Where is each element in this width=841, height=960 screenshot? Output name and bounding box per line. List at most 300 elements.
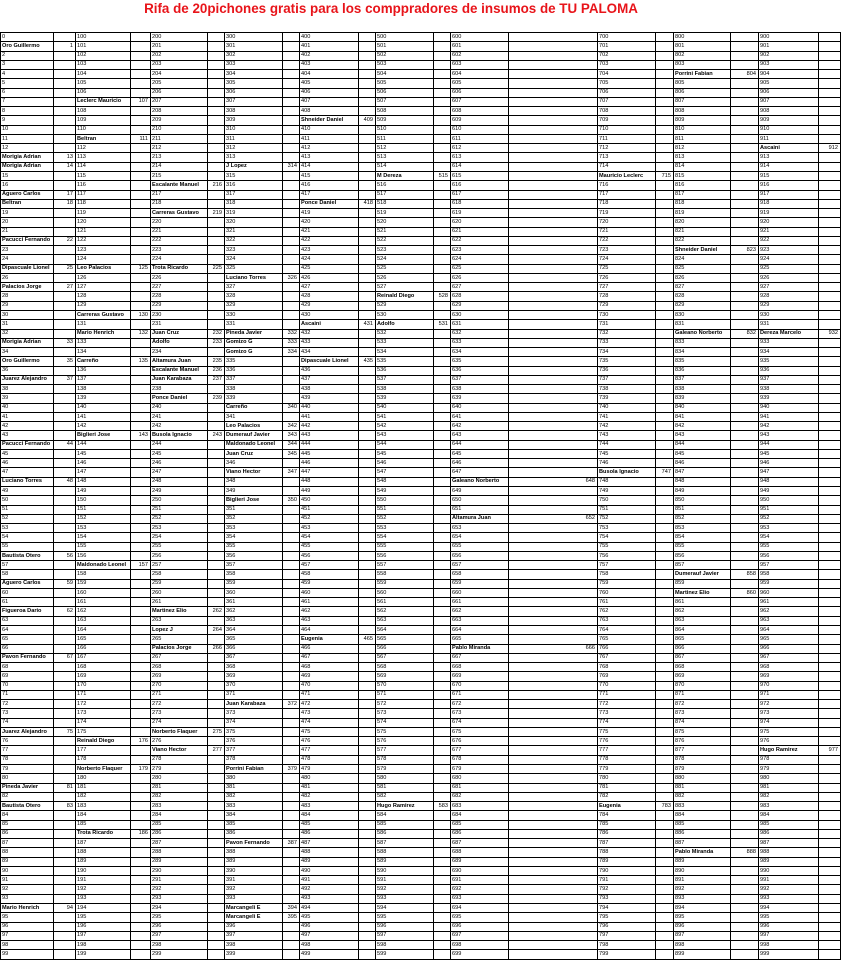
raffle-number-cell: 95 xyxy=(1,913,54,922)
raffle-owner-cell xyxy=(359,829,376,838)
raffle-number-cell: 9 xyxy=(1,116,54,125)
raffle-owner-cell xyxy=(819,672,841,681)
raffle-number-cell: 120 xyxy=(76,218,131,227)
raffle-number-cell: 902 xyxy=(759,51,819,60)
raffle-number-cell: 20 xyxy=(1,218,54,227)
raffle-number-cell: 424 xyxy=(300,255,359,264)
raffle-number-cell: 998 xyxy=(759,941,819,950)
raffle-owner-cell xyxy=(731,162,759,171)
raffle-owner-cell xyxy=(131,839,151,848)
raffle-owner-cell xyxy=(731,857,759,866)
raffle-owner-cell xyxy=(509,107,598,116)
raffle-owner-cell xyxy=(208,941,225,950)
raffle-number-cell: 491 xyxy=(300,876,359,885)
raffle-number-cell: 813 xyxy=(674,153,731,162)
table-row xyxy=(1,764,841,773)
raffle-owner-cell xyxy=(656,42,674,51)
raffle-number-cell: 112 xyxy=(76,144,131,153)
raffle-owner-cell xyxy=(208,866,225,875)
raffle-owner-cell xyxy=(54,857,76,866)
table-row xyxy=(1,885,841,894)
raffle-owner-cell xyxy=(509,950,598,959)
table-row xyxy=(1,357,841,366)
raffle-owner-cell: 236 xyxy=(208,366,225,375)
raffle-number-cell: 182 xyxy=(76,792,131,801)
raffle-number-cell: 228 xyxy=(151,292,208,301)
raffle-owner-cell xyxy=(131,607,151,616)
raffle-number-cell: 162 xyxy=(76,607,131,616)
raffle-owner-cell xyxy=(434,459,451,468)
raffle-owner-cell xyxy=(656,394,674,403)
raffle-owner-cell xyxy=(283,783,300,792)
raffle-owner-cell xyxy=(208,663,225,672)
raffle-number-cell: 969 xyxy=(759,672,819,681)
raffle-number-cell: 355 xyxy=(225,542,283,551)
raffle-number-cell: 516 xyxy=(376,181,434,190)
raffle-number-cell: 149 xyxy=(76,487,131,496)
raffle-owner-cell xyxy=(131,181,151,190)
raffle-owner-cell xyxy=(731,737,759,746)
raffle-number-cell: 294 xyxy=(151,903,208,912)
raffle-number-cell: 628 xyxy=(451,292,509,301)
raffle-owner-cell xyxy=(208,598,225,607)
raffle-owner-cell xyxy=(208,292,225,301)
raffle-number-cell: 299 xyxy=(151,950,208,959)
raffle-owner-cell xyxy=(359,551,376,560)
table-row xyxy=(1,839,841,848)
table-row xyxy=(1,97,841,106)
raffle-owner-cell xyxy=(283,829,300,838)
raffle-number-cell: 160 xyxy=(76,588,131,597)
table-row xyxy=(1,209,841,218)
table-row xyxy=(1,848,841,857)
raffle-number-cell: Reinald Diego xyxy=(376,292,434,301)
raffle-owner-cell xyxy=(819,440,841,449)
raffle-owner-cell xyxy=(509,616,598,625)
raffle-number-cell: 870 xyxy=(674,681,731,690)
raffle-number-cell: 402 xyxy=(300,51,359,60)
raffle-owner-cell xyxy=(359,190,376,199)
raffle-owner-cell xyxy=(283,663,300,672)
raffle-number-cell: 444 xyxy=(300,440,359,449)
raffle-owner-cell xyxy=(509,292,598,301)
raffle-owner-cell xyxy=(731,542,759,551)
raffle-number-cell: 180 xyxy=(76,774,131,783)
raffle-owner-cell xyxy=(656,338,674,347)
raffle-owner-cell xyxy=(509,199,598,208)
raffle-owner-cell xyxy=(54,51,76,60)
raffle-owner-cell xyxy=(509,774,598,783)
raffle-owner-cell xyxy=(434,422,451,431)
raffle-number-cell: Norberto Flaquer xyxy=(151,727,208,736)
table-row xyxy=(1,79,841,88)
raffle-number-cell: 674 xyxy=(451,718,509,727)
raffle-number-cell: 105 xyxy=(76,79,131,88)
raffle-owner-cell xyxy=(131,255,151,264)
raffle-owner-cell xyxy=(208,348,225,357)
raffle-number-cell: 951 xyxy=(759,505,819,514)
raffle-number-cell: 165 xyxy=(76,635,131,644)
raffle-number-cell: 234 xyxy=(151,348,208,357)
raffle-owner-cell xyxy=(434,431,451,440)
raffle-number-cell: 114 xyxy=(76,162,131,171)
raffle-number-cell: 534 xyxy=(376,348,434,357)
raffle-owner-cell: 243 xyxy=(208,431,225,440)
raffle-number-cell: 720 xyxy=(598,218,656,227)
raffle-number-cell: 541 xyxy=(376,412,434,421)
table-row xyxy=(1,727,841,736)
raffle-owner-cell xyxy=(283,88,300,97)
raffle-number-cell: 963 xyxy=(759,616,819,625)
raffle-number-cell: 468 xyxy=(300,663,359,672)
raffle-number-cell: 50 xyxy=(1,496,54,505)
raffle-owner-cell xyxy=(731,903,759,912)
raffle-number-cell: 60 xyxy=(1,588,54,597)
raffle-owner-cell xyxy=(731,931,759,940)
raffle-owner-cell xyxy=(434,653,451,662)
raffle-number-cell: 750 xyxy=(598,496,656,505)
raffle-number-cell: 430 xyxy=(300,310,359,319)
raffle-number-cell: 337 xyxy=(225,375,283,384)
raffle-number-cell: 683 xyxy=(451,802,509,811)
raffle-number-cell: 140 xyxy=(76,403,131,412)
raffle-owner-cell xyxy=(656,412,674,421)
raffle-owner-cell xyxy=(208,616,225,625)
raffle-owner-cell xyxy=(509,181,598,190)
raffle-number-cell: 828 xyxy=(674,292,731,301)
raffle-owner-cell: 44 xyxy=(54,440,76,449)
raffle-number-cell: 649 xyxy=(451,487,509,496)
raffle-number-cell: 98 xyxy=(1,941,54,950)
raffle-number-cell: 257 xyxy=(151,561,208,570)
raffle-number-cell: 676 xyxy=(451,737,509,746)
raffle-owner-cell xyxy=(731,199,759,208)
raffle-owner-cell: 888 xyxy=(731,848,759,857)
table-row xyxy=(1,385,841,394)
raffle-number-cell: 497 xyxy=(300,931,359,940)
raffle-owner-cell xyxy=(819,922,841,931)
raffle-number-cell: 852 xyxy=(674,514,731,523)
raffle-owner-cell xyxy=(359,255,376,264)
raffle-owner-cell xyxy=(131,153,151,162)
raffle-number-cell: 474 xyxy=(300,718,359,727)
raffle-owner-cell: 135 xyxy=(131,357,151,366)
raffle-owner-cell xyxy=(208,903,225,912)
raffle-owner-cell xyxy=(359,431,376,440)
raffle-number-cell: 619 xyxy=(451,209,509,218)
raffle-number-cell: 154 xyxy=(76,533,131,542)
raffle-owner-cell xyxy=(819,950,841,959)
raffle-number-cell: Hugo Ramirez xyxy=(759,746,819,755)
raffle-owner-cell xyxy=(509,487,598,496)
raffle-owner-cell: 277 xyxy=(208,746,225,755)
raffle-number-cell: 368 xyxy=(225,663,283,672)
raffle-owner-cell xyxy=(819,941,841,950)
raffle-number-cell: Morigia Adrian xyxy=(1,338,54,347)
raffle-number-cell: 936 xyxy=(759,366,819,375)
raffle-owner-cell xyxy=(283,653,300,662)
raffle-owner-cell xyxy=(54,385,76,394)
table-row xyxy=(1,690,841,699)
raffle-number-cell: 450 xyxy=(300,496,359,505)
raffle-owner-cell xyxy=(656,449,674,458)
raffle-owner-cell xyxy=(434,598,451,607)
raffle-number-cell: 393 xyxy=(225,894,283,903)
raffle-number-cell: 837 xyxy=(674,375,731,384)
raffle-number-cell: 354 xyxy=(225,533,283,542)
raffle-owner-cell xyxy=(359,774,376,783)
raffle-number-cell: 807 xyxy=(674,97,731,106)
raffle-owner-cell xyxy=(283,848,300,857)
raffle-owner-cell xyxy=(731,468,759,477)
raffle-owner-cell xyxy=(819,134,841,143)
raffle-owner-cell xyxy=(819,811,841,820)
raffle-number-cell: 422 xyxy=(300,236,359,245)
raffle-number-cell: 854 xyxy=(674,533,731,542)
raffle-number-cell: 440 xyxy=(300,403,359,412)
raffle-number-cell: 445 xyxy=(300,449,359,458)
raffle-owner-cell xyxy=(283,60,300,69)
raffle-owner-cell: 332 xyxy=(283,329,300,338)
raffle-owner-cell xyxy=(434,876,451,885)
raffle-number-cell: Porrini Fabian xyxy=(225,764,283,773)
raffle-number-cell: 884 xyxy=(674,811,731,820)
raffle-owner-cell xyxy=(359,848,376,857)
raffle-number-cell: 934 xyxy=(759,348,819,357)
raffle-number-cell: 173 xyxy=(76,709,131,718)
raffle-owner-cell xyxy=(131,375,151,384)
raffle-owner-cell xyxy=(819,579,841,588)
raffle-number-cell: 846 xyxy=(674,459,731,468)
raffle-owner-cell: 409 xyxy=(359,116,376,125)
raffle-number-cell: 696 xyxy=(451,922,509,931)
raffle-number-cell: 761 xyxy=(598,598,656,607)
raffle-number-cell: 580 xyxy=(376,774,434,783)
raffle-owner-cell xyxy=(434,412,451,421)
raffle-owner-cell xyxy=(359,366,376,375)
raffle-number-cell: 718 xyxy=(598,199,656,208)
raffle-number-cell: 384 xyxy=(225,811,283,820)
raffle-owner-cell xyxy=(359,301,376,310)
raffle-owner-cell xyxy=(656,70,674,79)
raffle-owner-cell xyxy=(54,181,76,190)
raffle-owner-cell xyxy=(208,931,225,940)
raffle-owner-cell: 176 xyxy=(131,737,151,746)
raffle-number-cell: 639 xyxy=(451,394,509,403)
raffle-number-cell: 961 xyxy=(759,598,819,607)
raffle-owner-cell xyxy=(819,663,841,672)
table-row xyxy=(1,199,841,208)
raffle-number-cell: 472 xyxy=(300,700,359,709)
raffle-owner-cell xyxy=(731,792,759,801)
raffle-number-cell: Beltran xyxy=(76,134,131,143)
raffle-owner-cell xyxy=(359,653,376,662)
raffle-owner-cell xyxy=(359,449,376,458)
raffle-number-cell: 933 xyxy=(759,338,819,347)
raffle-number-cell: 471 xyxy=(300,690,359,699)
raffle-number-cell: Carreras Gustavo xyxy=(151,209,208,218)
raffle-number-cell: 311 xyxy=(225,134,283,143)
raffle-number-cell: 841 xyxy=(674,412,731,421)
raffle-number-cell: 503 xyxy=(376,60,434,69)
raffle-number-cell: Mauricio Leclerc xyxy=(598,171,656,180)
table-row xyxy=(1,626,841,635)
raffle-owner-cell xyxy=(731,51,759,60)
raffle-number-cell: 166 xyxy=(76,644,131,653)
raffle-owner-cell xyxy=(131,626,151,635)
raffle-number-cell: 231 xyxy=(151,320,208,329)
raffle-owner-cell xyxy=(819,607,841,616)
raffle-number-cell: 377 xyxy=(225,746,283,755)
raffle-owner-cell xyxy=(509,70,598,79)
raffle-number-cell: 687 xyxy=(451,839,509,848)
raffle-owner-cell xyxy=(208,774,225,783)
raffle-number-cell: 389 xyxy=(225,857,283,866)
raffle-owner-cell xyxy=(54,107,76,116)
raffle-number-cell: 506 xyxy=(376,88,434,97)
raffle-number-cell: 826 xyxy=(674,273,731,282)
table-row xyxy=(1,190,841,199)
raffle-number-cell: 128 xyxy=(76,292,131,301)
table-row xyxy=(1,514,841,523)
raffle-number-cell: 459 xyxy=(300,579,359,588)
raffle-owner-cell xyxy=(54,829,76,838)
raffle-number-cell: Martinez Elio xyxy=(674,588,731,597)
raffle-owner-cell xyxy=(656,292,674,301)
raffle-number-cell: 172 xyxy=(76,700,131,709)
raffle-number-cell: 327 xyxy=(225,283,283,292)
raffle-number-cell: 917 xyxy=(759,190,819,199)
raffle-owner-cell xyxy=(731,153,759,162)
raffle-owner-cell xyxy=(54,792,76,801)
raffle-number-cell: 319 xyxy=(225,209,283,218)
raffle-number-cell: 792 xyxy=(598,885,656,894)
raffle-number-cell: 298 xyxy=(151,941,208,950)
raffle-owner-cell xyxy=(434,181,451,190)
raffle-number-cell: 206 xyxy=(151,88,208,97)
raffle-number-cell: 740 xyxy=(598,403,656,412)
raffle-owner-cell: 266 xyxy=(208,644,225,653)
table-row xyxy=(1,320,841,329)
raffle-owner-cell xyxy=(819,848,841,857)
raffle-number-cell: 591 xyxy=(376,876,434,885)
raffle-number-cell: 374 xyxy=(225,718,283,727)
raffle-owner-cell xyxy=(208,412,225,421)
raffle-owner-cell xyxy=(283,357,300,366)
raffle-number-cell: 871 xyxy=(674,690,731,699)
raffle-owner-cell xyxy=(208,33,225,42)
raffle-owner-cell xyxy=(509,153,598,162)
raffle-owner-cell: 860 xyxy=(731,588,759,597)
raffle-number-cell: 116 xyxy=(76,181,131,190)
raffle-number-cell: 118 xyxy=(76,199,131,208)
raffle-number-cell: 487 xyxy=(300,839,359,848)
raffle-number-cell: 711 xyxy=(598,134,656,143)
raffle-owner-cell xyxy=(819,394,841,403)
raffle-owner-cell: 345 xyxy=(283,449,300,458)
raffle-number-cell: 607 xyxy=(451,97,509,106)
table-row xyxy=(1,218,841,227)
raffle-owner-cell xyxy=(283,635,300,644)
raffle-owner-cell: 372 xyxy=(283,700,300,709)
raffle-owner-cell xyxy=(283,144,300,153)
raffle-number-cell: 399 xyxy=(225,950,283,959)
table-row xyxy=(1,459,841,468)
raffle-owner-cell: 130 xyxy=(131,310,151,319)
raffle-number-cell: 764 xyxy=(598,626,656,635)
raffle-number-cell: 731 xyxy=(598,320,656,329)
table-row xyxy=(1,51,841,60)
raffle-number-cell: Martinez Elio xyxy=(151,607,208,616)
raffle-number-cell: 732 xyxy=(598,329,656,338)
raffle-number-cell: 876 xyxy=(674,737,731,746)
raffle-number-cell: 533 xyxy=(376,338,434,347)
raffle-number-cell: 937 xyxy=(759,375,819,384)
raffle-owner-cell xyxy=(509,79,598,88)
raffle-number-cell: 191 xyxy=(76,876,131,885)
raffle-number-cell: 706 xyxy=(598,88,656,97)
raffle-number-cell: 510 xyxy=(376,125,434,134)
raffle-owner-cell xyxy=(731,348,759,357)
raffle-owner-cell xyxy=(509,690,598,699)
raffle-owner-cell xyxy=(54,524,76,533)
raffle-owner-cell xyxy=(359,209,376,218)
raffle-owner-cell: 395 xyxy=(283,913,300,922)
raffle-number-cell: 882 xyxy=(674,792,731,801)
raffle-number-cell: 432 xyxy=(300,329,359,338)
raffle-number-cell: 490 xyxy=(300,866,359,875)
raffle-number-cell: 482 xyxy=(300,792,359,801)
raffle-owner-cell xyxy=(509,162,598,171)
raffle-number-cell: 196 xyxy=(76,922,131,931)
raffle-number-cell: 504 xyxy=(376,70,434,79)
raffle-number-cell: 351 xyxy=(225,505,283,514)
raffle-number-cell: 536 xyxy=(376,366,434,375)
raffle-number-cell: 733 xyxy=(598,338,656,347)
raffle-owner-cell xyxy=(509,894,598,903)
raffle-number-cell: 660 xyxy=(451,588,509,597)
raffle-owner-cell xyxy=(359,820,376,829)
raffle-owner-cell: 107 xyxy=(131,97,151,106)
raffle-owner-cell xyxy=(819,162,841,171)
table-row xyxy=(1,107,841,116)
raffle-owner-cell xyxy=(731,644,759,653)
raffle-number-cell: 246 xyxy=(151,459,208,468)
raffle-owner-cell: 832 xyxy=(731,329,759,338)
raffle-number-cell: 183 xyxy=(76,802,131,811)
raffle-number-cell: 486 xyxy=(300,829,359,838)
raffle-number-cell: 330 xyxy=(225,310,283,319)
raffle-owner-cell xyxy=(509,561,598,570)
table-row xyxy=(1,144,841,153)
raffle-owner-cell xyxy=(283,588,300,597)
raffle-owner-cell xyxy=(731,616,759,625)
table-row xyxy=(1,134,841,143)
raffle-owner-cell xyxy=(731,301,759,310)
raffle-owner-cell xyxy=(359,690,376,699)
raffle-owner-cell xyxy=(819,616,841,625)
raffle-owner-cell xyxy=(434,672,451,681)
raffle-owner-cell xyxy=(54,746,76,755)
raffle-number-cell: 397 xyxy=(225,931,283,940)
raffle-owner-cell xyxy=(731,551,759,560)
raffle-number-cell: Leo Palacios xyxy=(225,422,283,431)
raffle-owner-cell xyxy=(819,913,841,922)
raffle-owner-cell: 83 xyxy=(54,802,76,811)
table-row xyxy=(1,931,841,940)
raffle-number-cell: 43 xyxy=(1,431,54,440)
raffle-number-cell: 280 xyxy=(151,774,208,783)
